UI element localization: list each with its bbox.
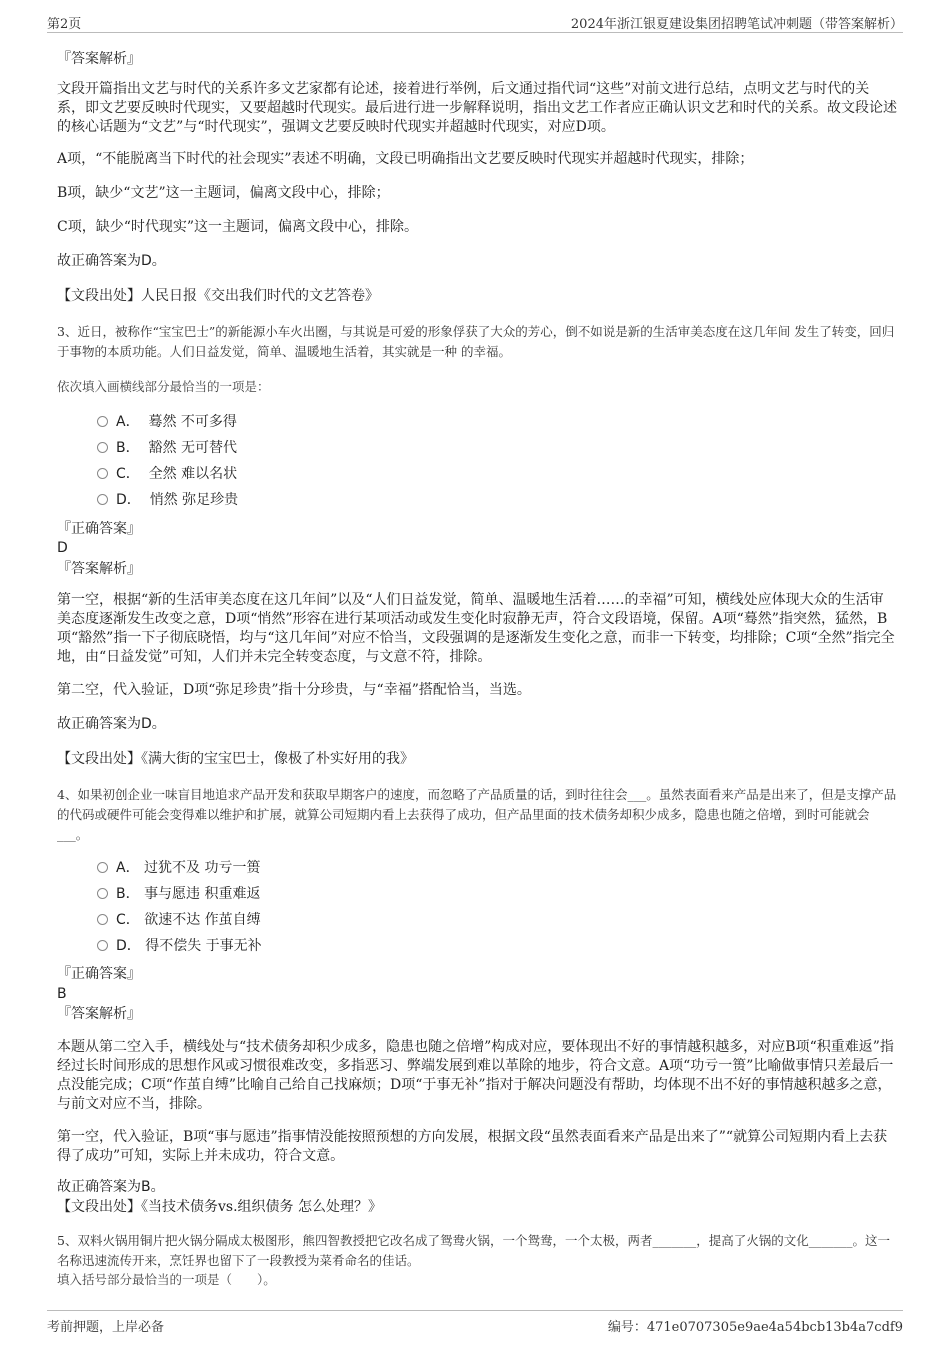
q4-analysis-label: 『答案解析』 xyxy=(57,1006,141,1022)
radio-icon[interactable] xyxy=(97,494,108,505)
q3-conclusion: 故正确答案为D。 xyxy=(57,716,166,732)
radio-icon[interactable] xyxy=(97,468,108,479)
radio-icon[interactable] xyxy=(97,442,108,453)
option-text: 全然 难以名状 xyxy=(148,466,238,482)
q2-analysis-label: 『答案解析』 xyxy=(57,51,141,67)
q2-analysis-option-b: B项，缺少“文艺”这一主题词，偏离文段中心，排除； xyxy=(57,185,390,201)
option-key: C． xyxy=(116,466,140,482)
q2-analysis-para1: 文段开篇指出文艺与时代的关系许多文艺家都有论述，接着进行举例，后文通过指代词“这些”对前文进行总结，点明文艺与时代的关系，即文艺要反映时代现实，又要超越时代现实。最后进行进一步解释说明，指出文艺工作者应正确认识文艺和时代的关系。故文段论述的核心话题为“文艺”与“时代现实”，强调文艺要反映时代现实并超越时代现实，对应D项。 xyxy=(57,81,897,135)
radio-icon[interactable] xyxy=(97,888,108,899)
q4-option-a[interactable] xyxy=(97,858,260,878)
option-text: 得不偿失 于事无补 xyxy=(145,938,262,954)
document-title: 2024年浙江银夏建设集团招聘笔试冲刺题（带答案解析） xyxy=(570,17,903,32)
q4-option-d[interactable] xyxy=(97,936,262,956)
option-key: C． xyxy=(116,912,140,928)
option-key: A． xyxy=(116,414,140,430)
q5-instruction: 填入括号部分最恰当的一项是（ ）。 xyxy=(57,1272,276,1287)
q4-source: 【文段出处】《当技术债务vs.组织债务 怎么处理？》 xyxy=(57,1199,382,1215)
option-text: 欲速不达 作茧自缚 xyxy=(144,912,261,928)
option-text: 事与愿违 积重难返 xyxy=(144,886,261,902)
q3-option-d[interactable] xyxy=(97,490,238,510)
q4-correct-answer: B xyxy=(57,986,67,1002)
option-text: 蓦然 不可多得 xyxy=(148,414,237,430)
q4-analysis-para2: 第一空，代入验证，B项“事与愿违”指事情没能按照预想的方向发展，根据文段“虽然表面看来产品是出来了”“就算公司短期内看上去获得了成功”可知，实际上并未成功，符合文意。 xyxy=(57,1129,888,1164)
q2-source: 【文段出处】人民日报《交出我们时代的文艺答卷》 xyxy=(57,288,379,304)
option-key: B． xyxy=(116,886,140,902)
option-text: 悄然 弥足珍贵 xyxy=(149,492,239,508)
q3-source: 【文段出处】《满大街的宝宝巴士，像极了朴实好用的我》 xyxy=(57,751,414,767)
q3-option-a[interactable] xyxy=(97,412,237,432)
page-header xyxy=(47,10,903,33)
q3-option-c[interactable] xyxy=(97,464,237,484)
q4-correct-label: 『正确答案』 xyxy=(57,966,141,982)
q2-analysis-option-c: C项，缺少“时代现实”这一主题词，偏离文段中心，排除。 xyxy=(57,219,419,235)
q2-analysis-option-a: A项，“不能脱离当下时代的社会现实”表述不明确，文段已明确指出文艺要反映时代现实并超越时代现实，排除； xyxy=(57,151,754,167)
footer-slogan: 考前押题，上岸必备 xyxy=(47,1320,165,1335)
q4-option-b[interactable] xyxy=(97,884,261,904)
option-key: A． xyxy=(116,860,140,876)
q3-analysis-label: 『答案解析』 xyxy=(57,561,141,577)
page-number: 第2页 xyxy=(47,17,82,32)
q4-option-c[interactable] xyxy=(97,910,261,930)
q4-conclusion: 故正确答案为B。 xyxy=(57,1179,165,1195)
q3-instruction: 依次填入画横线部分最恰当的一项是： xyxy=(57,379,270,394)
document-id: 编号：471e0707305e9ae4a54bcb13b4a7cdf9 xyxy=(607,1320,903,1335)
q3-analysis-para2: 第二空，代入验证，D项“弥足珍贵”指十分珍贵，与“幸福”搭配恰当，当选。 xyxy=(57,682,531,698)
q3-stem: 3、近日，被称作“宝宝巴士”的新能源小车火出圈，与其说是可爱的形象俘获了大众的芳心，倒不如说是新的生活审美态度在这几年间 发生了转变，回归于事物的本质功能。人们日益发觉，简单、温暖地生活着，其实就是一种 的幸福。 xyxy=(57,324,895,359)
q3-correct-answer: D xyxy=(57,540,68,556)
radio-icon[interactable] xyxy=(97,940,108,951)
q3-option-b[interactable] xyxy=(97,438,237,458)
q4-analysis-para1: 本题从第二空入手，横线处与“技术债务却积少成多，隐患也随之倍增”构成对应，要体现出不好的事情越积越多，对应B项“积重难返”指经过长时间形成的思想作风或习惯很难改变，多指恶习、弊端发展到难以革除的地步，符合文意。A项“功亏一篑”比喻做事情只差最后一点没能完成；C项“作茧自缚”比喻自己给自己找麻烦；D项“于事无补”指对于解决问题没有帮助，均体现不出不好的事情越积越多之意，与前文对应不当，排除。 xyxy=(57,1039,894,1112)
option-text: 过犹不及 功亏一篑 xyxy=(144,860,261,876)
radio-icon[interactable] xyxy=(97,914,108,925)
option-key: D． xyxy=(116,938,141,954)
page-footer xyxy=(47,1310,903,1341)
option-key: D． xyxy=(116,492,141,508)
option-key: B． xyxy=(116,440,140,456)
option-text: 豁然 无可替代 xyxy=(148,440,237,456)
q3-correct-label: 『正确答案』 xyxy=(57,521,141,537)
q5-stem: 5、双料火锅用铜片把火锅分隔成太极图形，熊四智教授把它改名成了鸳鸯火锅，一个鸳鸯，一个太极，两者_______，提高了火锅的文化_______。这一名称迅速流传开来，烹饪界也留下了一段教授为菜肴命名的佳话。 xyxy=(57,1233,890,1268)
radio-icon[interactable] xyxy=(97,416,108,427)
q4-stem: 4、如果初创企业一味盲目地追求产品开发和获取早期客户的速度，而忽略了产品质量的话，到时往往会___。虽然表面看来产品是出来了，但是支撑产品的代码或硬件可能会变得难以维护和扩展，就算公司短期内看上去获得了成功，但产品里面的技术债务却积少成多，隐患也随之倍增，到时可能就会___。 xyxy=(57,787,897,842)
radio-icon[interactable] xyxy=(97,862,108,873)
q2-conclusion: 故正确答案为D。 xyxy=(57,253,166,269)
q3-analysis-para1: 第一空，根据“新的生活审美态度在这几年间”以及“人们日益发觉，简单、温暖地生活着……的幸福”可知，横线处应体现大众的生活审美态度逐渐发生改变之意，D项“悄然”形容在进行某项活动或发生变化时寂静无声，符合文段语境，保留。A项“蓦然”指突然，猛然，B项“豁然”指一下子彻底晓悟，均与“这几年间”对应不恰当，文段强调的是逐渐发生变化之意，而非一下转变，均排除；C项“全然”指完全地，由“日益发觉”可知，人们并未完全转变态度，与文意不符，排除。 xyxy=(57,592,895,665)
